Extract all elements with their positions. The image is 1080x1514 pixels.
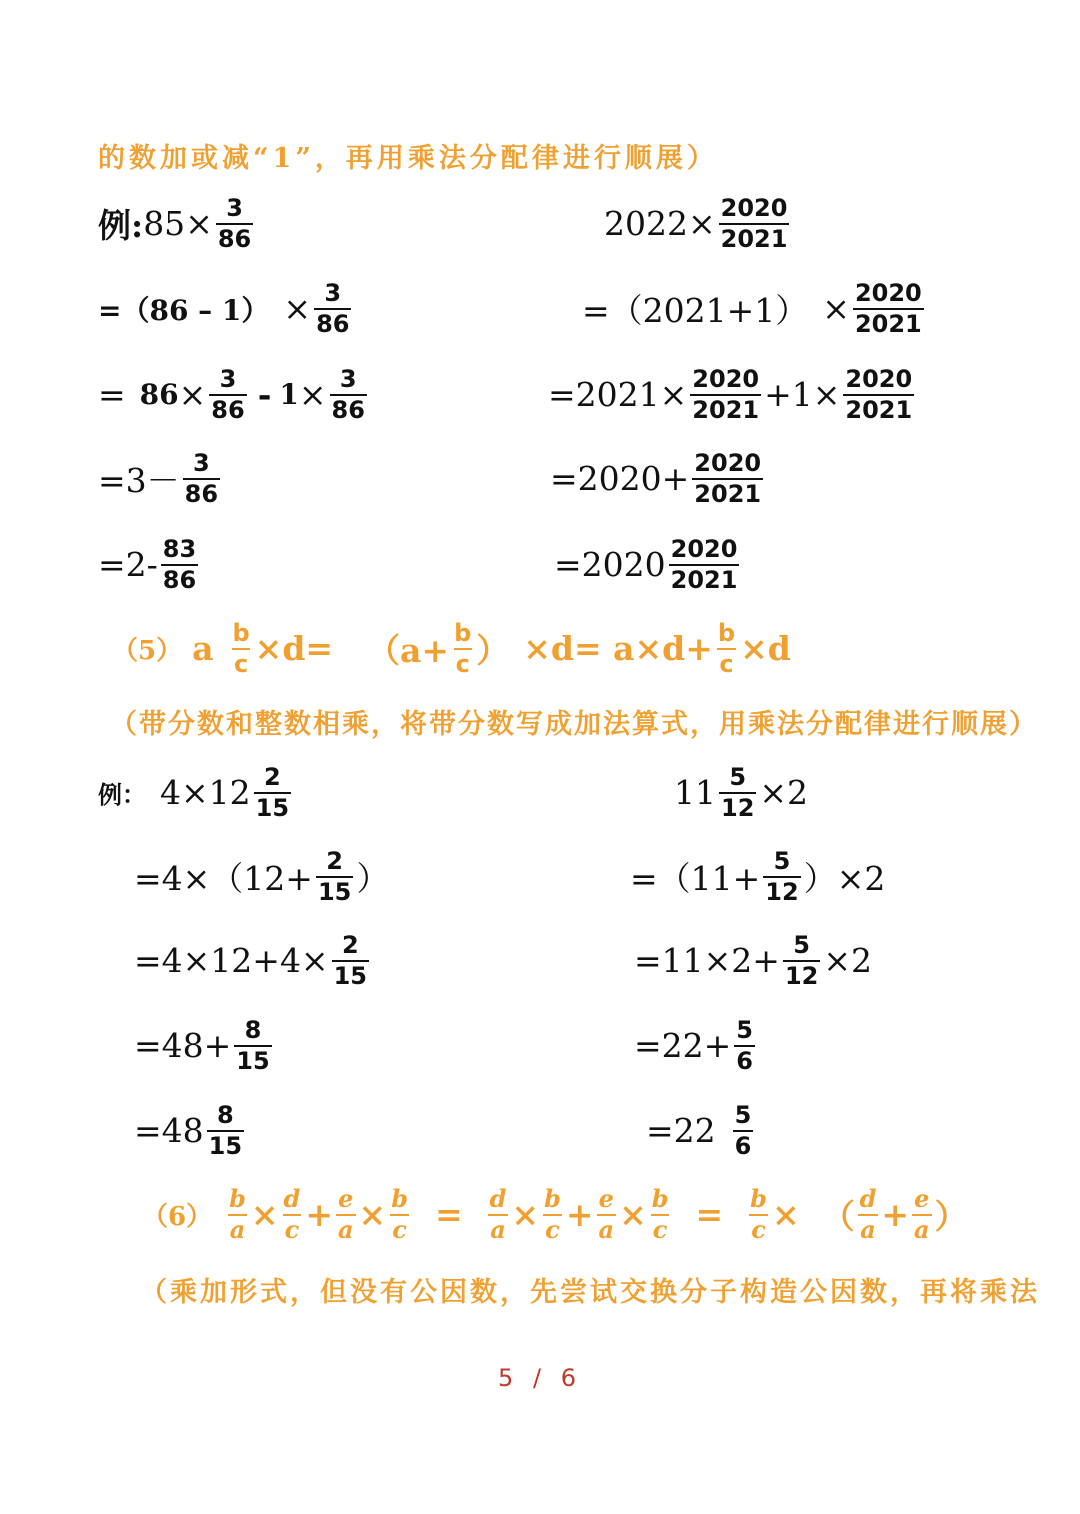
rule5-fraction1 [230,620,251,678]
rule5-formula [112,620,791,678]
ex2-r3-fraction [783,932,820,990]
numerator: 5 [773,847,791,875]
numerator: 2 [263,763,281,791]
numerator: 3 [324,279,342,307]
times: × [771,1195,800,1235]
ex2-r3-a: =11×2+ [634,941,780,981]
ex1-l5-fraction [161,536,198,594]
times: × [511,1195,540,1235]
ex2-r2-a: =（11+ [630,859,761,899]
rule5-part3: ） [476,631,510,671]
ex1-l3-op2: × [298,375,327,415]
ex2-r1-a: 11 [674,773,716,813]
denominator: 15 [333,961,367,990]
rule6-frac-d-a: $\frac{d}{a}$ [489,1184,507,1244]
numerator: b [717,619,736,647]
denominator: 86 [331,395,365,424]
denominator: 12 [765,877,799,906]
ex2-l5-a: =48 [134,1111,204,1151]
ex1-l3-op1: × [178,375,207,415]
rule5-fraction3 [716,620,737,678]
ex1-left-line2 [98,280,354,338]
ex1-l3-a: 86 [139,378,179,412]
times: × [358,1195,387,1235]
rule6-frac-b-c-1: $\frac{b}{c}$ [391,1184,408,1244]
ex2-r5-fraction [733,1102,754,1160]
ex1-l4-a: =3－ [98,461,180,501]
rule6-frac-b-c-2: $\frac{b}{c}$ [544,1184,561,1244]
numerator: 3 [219,365,237,393]
rule6-frac-d-a-2: d a [859,1184,877,1244]
ex2-l3-a: =4×12+4× [134,941,329,981]
denominator: 86 [211,395,245,424]
numerator: 83 [162,535,197,563]
denominator: 15 [317,877,352,906]
denominator: 86 [184,479,219,508]
rule6-frac-e-a-2: $\frac{e}{a}$ [598,1184,615,1244]
ex2-r4-fraction [734,1017,755,1075]
ex2-l2-fraction [316,848,353,906]
rule6-frac-e-a-3: $\frac{e}{a}$ [914,1184,930,1244]
ex1-l1-op: × [185,204,213,244]
numerator: 2 [341,931,359,959]
numerator: 8 [244,1016,262,1044]
numerator: 2020 [692,365,760,393]
ex1-l3-minus: - [257,375,272,415]
ex2-right-line4 [634,1017,758,1075]
rule5-fraction2 [452,620,473,678]
top-note-text: 的数加或减“1”，再用乘法分配律进行顺展） [98,143,718,174]
ex2-l3-fraction [332,932,369,990]
rule5-part1: ×d= [254,629,334,669]
ex1-r2-fraction [853,280,924,338]
plus: + [881,1195,910,1235]
ex1-l3-eq: = [98,375,126,415]
numerator: b [454,619,472,647]
numerator: 5 [734,1101,752,1129]
denominator: 2021 [692,395,760,424]
numerator: 2020 [720,194,788,222]
ex1-l3-fraction2 [330,366,367,424]
rule6-frac-d-c: $\frac{d}{c}$ [283,1184,301,1244]
ex1-r2-a: =（2021+1） [582,291,809,331]
denominator: 15 [236,1046,270,1075]
denominator: 86 [162,565,197,594]
ex1-l5-a: =2- [98,545,158,585]
numerator: 2 [326,847,343,875]
close-paren: ） [934,1197,968,1237]
denominator: 12 [721,793,755,822]
numerator: b [232,619,250,647]
denominator: 2021 [720,224,788,253]
rule6-label: （6） [142,1202,213,1233]
ex2-l1-a: 4×12 [160,773,251,813]
open-paren: （ [821,1197,855,1237]
numerator: 5 [736,1016,753,1044]
ex1-r3-fraction2 [843,366,914,424]
ex1-r4-a: =2020+ [550,459,690,499]
rule5-part4: ×d= a×d+ [523,629,713,669]
equals: = [434,1195,463,1235]
numerator: 2020 [845,365,913,393]
page-separator: / [532,1364,548,1392]
rule5-a: a [192,629,214,669]
page-number [0,1364,1080,1392]
rule5-part5: ×d [740,629,791,669]
ex1-l1-fraction [216,195,253,253]
ex2-right-line1 [674,764,808,822]
numerator: 3 [339,365,357,393]
ex2-r1-b: ×2 [759,773,809,813]
ex1-l2-op: × [283,289,312,329]
ex2-left-line3 [134,932,372,990]
denominator: 15 [255,793,290,822]
ex1-right-line4 [550,450,766,508]
ex2-l2-a: =4×（12+ [134,859,313,899]
ex2-left-line2 [134,848,389,906]
ex1-left-line1 [98,195,256,253]
ex1-right-line5 [554,536,742,594]
numerator: 2020 [670,535,738,563]
rule6-frac-e-a-1: $\frac{e}{a}$ [337,1184,354,1244]
numerator: 8 [217,1101,234,1129]
rule6-frac-b-c-3: $\frac{b}{c}$ [651,1184,669,1244]
times: × [250,1195,279,1235]
ex1-r3-fraction1 [690,366,761,424]
rule6-frac-b-c-4: $\frac{b}{c}$ [750,1184,767,1244]
ex1-right-line1 [604,195,792,253]
ex1-r4-fraction [692,450,763,508]
ex2-left-line5 [134,1102,247,1160]
ex1-r5-a: =2020 [554,545,666,585]
ex1-l3-b: 1 [279,378,299,412]
ex1-r1-op: × [687,204,716,244]
top-note [98,136,718,175]
ex1-l2-fraction [314,280,351,338]
ex1-r1-a: 2022 [604,204,688,244]
example-prefix: 例： [98,780,146,810]
numerator: 2020 [854,279,922,307]
denominator: 6 [736,1046,753,1075]
ex1-l2-a: =（86 – 1） [98,293,270,327]
ex1-r2-op: × [822,289,850,329]
ex2-l4-fraction [234,1017,271,1075]
ex2-left-line4 [134,1017,275,1075]
ex2-r2-b: ）×2 [803,859,886,899]
ex2-r3-b: ×2 [823,941,873,981]
example-prefix: 例: [98,206,144,246]
ex2-r1-fraction [719,764,756,822]
ex1-r3-op2: × [812,375,841,415]
rule5-label: （5） [112,636,183,667]
numerator: 3 [193,449,210,477]
numerator: 2020 [694,449,762,477]
ex1-r5-fraction [669,536,740,594]
ex2-r4-a: =22+ [634,1026,732,1066]
denominator: 12 [784,961,819,990]
ex1-l4-fraction [183,450,220,508]
ex2-r2-fraction [763,848,800,906]
ex1-right-line3 [548,366,917,424]
ex1-r1-fraction [719,195,790,253]
ex1-left-line5 [98,536,201,594]
rule6-frac-b-a-1: $\frac{b}{a}$ [229,1184,246,1244]
denominator: 2021 [694,479,762,508]
ex2-l5-fraction [207,1102,244,1160]
equals: = [695,1195,724,1235]
ex1-left-line3 [98,366,370,424]
denominator: 2021 [845,395,913,424]
ex2-l1-fraction [254,764,291,822]
numerator: 3 [226,194,243,222]
rule5-note-text: （带分数和整数相乘，将带分数写成加法算式，用乘法分配律进行顺展） [110,709,1038,740]
ex2-l4-a: =48+ [134,1026,232,1066]
ex2-r5-a: =22 [646,1111,716,1151]
ex2-right-line3 [634,932,872,990]
rule6-note-text: （乘加形式，但没有公因数，先尝试交换分子构造公因数，再将乘法 [140,1277,1040,1308]
page-total: 6 [560,1364,582,1392]
denominator: 86 [217,224,252,253]
ex1-l3-fraction1 [209,366,246,424]
ex1-right-line2 [582,280,927,338]
denominator: 6 [734,1131,752,1160]
ex2-l2-close: ） [356,859,390,899]
ex1-left-line4 [98,450,223,508]
numerator: 5 [793,931,810,959]
denominator: 15 [208,1131,243,1160]
rule5-note [110,702,1038,741]
times: × [619,1195,647,1235]
page-current: 5 [498,1364,520,1392]
ex1-l1-a: 85 [143,204,186,244]
rule6-formula [142,1186,968,1244]
plus: + [565,1195,594,1235]
ex2-right-line2 [630,848,885,906]
rule5-part2: （a+ [367,631,450,671]
ex1-r3-plus: +1 [764,375,813,415]
numerator: 5 [729,763,747,791]
plus: + [305,1195,333,1235]
denominator: 2021 [670,565,738,594]
rule6-note [140,1270,1040,1309]
ex1-r3-a: =2021 [548,375,660,415]
ex1-r3-op1: × [659,375,688,415]
ex2-left-line1 [98,764,294,822]
denominator: c [455,649,470,678]
ex2-right-line5 [646,1102,756,1160]
denominator: 2021 [854,309,922,338]
denominator: c [233,649,249,678]
denominator: c [719,649,734,678]
denominator: 86 [316,309,350,338]
